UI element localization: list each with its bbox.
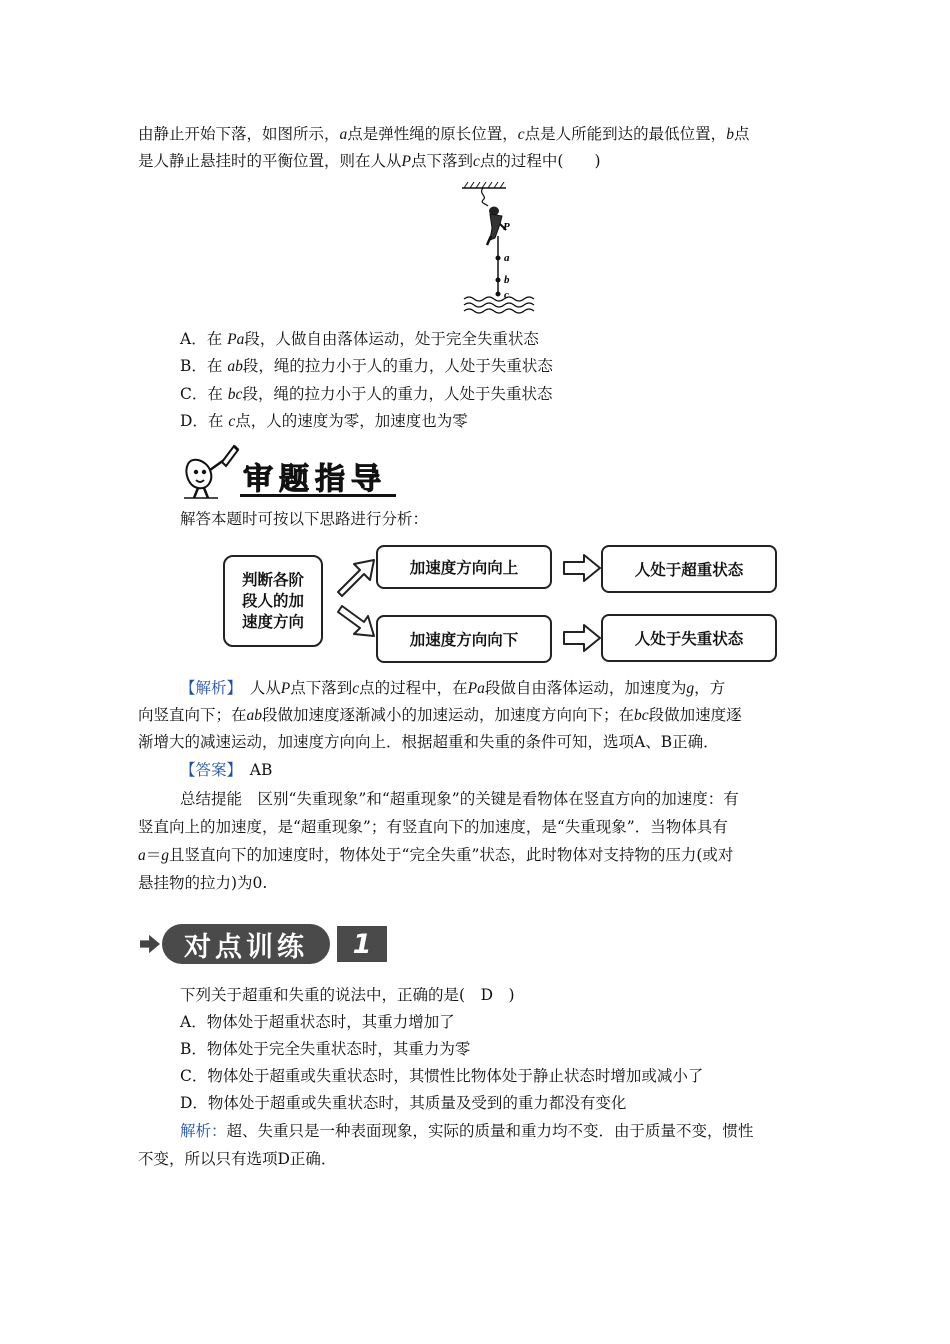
arrow-right-upper-icon xyxy=(564,555,600,581)
ceiling-hatch xyxy=(464,182,504,188)
practice-number-badge: 1 xyxy=(337,926,387,962)
flow-start-box: 判断各阶 段人的加 速度方向 xyxy=(223,555,323,647)
practice-question: 下列关于超重和失重的说法中，正确的是( D ) xyxy=(180,986,515,1004)
label-a: a xyxy=(504,252,510,264)
arrow-up-diagonal-icon xyxy=(338,560,374,596)
label-c: c xyxy=(504,289,509,301)
question-line-1: 由静止开始下落，如图所示，a点是弹性绳的原长位置，c点是人所能到达的最低位置，b点 xyxy=(138,125,750,143)
point-a xyxy=(496,256,501,261)
analysis-line-2: 向竖直向下；在ab段做加速度逐渐减小的加速运动，加速度方向向下；在bc段做加速度逐 xyxy=(138,706,742,724)
option-c: C．在 bc段，绳的拉力小于人的重力，人处于失重状态 xyxy=(180,385,553,403)
bungee-figure xyxy=(450,178,550,318)
flow-up-state-box: 人处于超重状态 xyxy=(601,545,777,593)
guide-intro: 解答本题时可按以下思路进行分析： xyxy=(180,510,429,528)
practice-option-d: D．物体处于超重或失重状态时，其质量及受到的重力都没有变化 xyxy=(180,1094,627,1112)
practice-title: 对点训练 xyxy=(162,924,330,964)
analysis-line-3: 渐增大的减速运动，加速度方向向上．根据超重和失重的条件可知，选项A、B正确． xyxy=(138,733,719,751)
section-title-underline xyxy=(240,494,396,497)
point-b xyxy=(496,278,501,283)
summary-line-1: 总结提能 区别“失重现象”和“超重现象”的关键是看物体在竖直方向的加速度：有 xyxy=(180,790,739,808)
practice-option-c: C．物体处于超重或失重状态时，其惯性比物体处于静止状态时增加或减小了 xyxy=(180,1067,704,1085)
option-d: D．在 c点，人的速度为零，加速度也为零 xyxy=(180,412,468,430)
practice-analysis-line-2: 不变，所以只有选项D正确． xyxy=(138,1150,337,1168)
summary-line-2: 竖直向上的加速度，是“超重现象”；有竖直向下的加速度，是“失重现象”．当物体具有 xyxy=(138,818,728,836)
flow-up-accel-box: 加速度方向向上 xyxy=(376,545,552,589)
flow-down-accel-box: 加速度方向向下 xyxy=(376,615,552,663)
analysis-line-1: 【解析】 人从P点下落到c点的过程中，在Pa段做自由落体运动，加速度为g，方 xyxy=(180,679,726,697)
option-a: A．在 Pa段，人做自由落体运动，处于完全失重状态 xyxy=(180,330,539,348)
arrow-down-diagonal-icon xyxy=(338,606,374,636)
arrow-right-lower-icon xyxy=(564,625,600,651)
arrow-right-icon xyxy=(140,932,160,956)
section-title-guide: 审题指导 xyxy=(243,462,387,497)
option-b: B．在 ab段，绳的拉力小于人的重力，人处于失重状态 xyxy=(180,357,553,375)
question-line-2: 是人静止悬挂时的平衡位置，则在人从P点下落到c点的过程中( ) xyxy=(138,152,601,170)
practice-analysis-line-1: 解析：超、失重只是一种表面现象，实际的质量和重力均不变．由于质量不变，惯性 xyxy=(180,1122,754,1140)
point-c xyxy=(496,292,501,297)
practice-option-b: B．物体处于完全失重状态时，其重力为零 xyxy=(180,1040,471,1058)
rope-top xyxy=(482,188,488,206)
summary-line-3: a＝g且竖直向下的加速度时，物体处于“完全失重”状态，此时物体对支持物的压力(或对 xyxy=(138,846,734,864)
label-b: b xyxy=(504,274,510,286)
practice-option-a: A．物体处于超重状态时，其重力增加了 xyxy=(180,1013,455,1031)
flow-down-state-box: 人处于失重状态 xyxy=(601,614,777,662)
label-P: P xyxy=(503,221,510,233)
water-waves xyxy=(464,297,534,313)
pencil-mascot-icon xyxy=(178,442,240,502)
answer-line: 【答案】 AB xyxy=(180,761,273,779)
summary-line-4: 悬挂物的拉力)为0. xyxy=(138,874,268,892)
